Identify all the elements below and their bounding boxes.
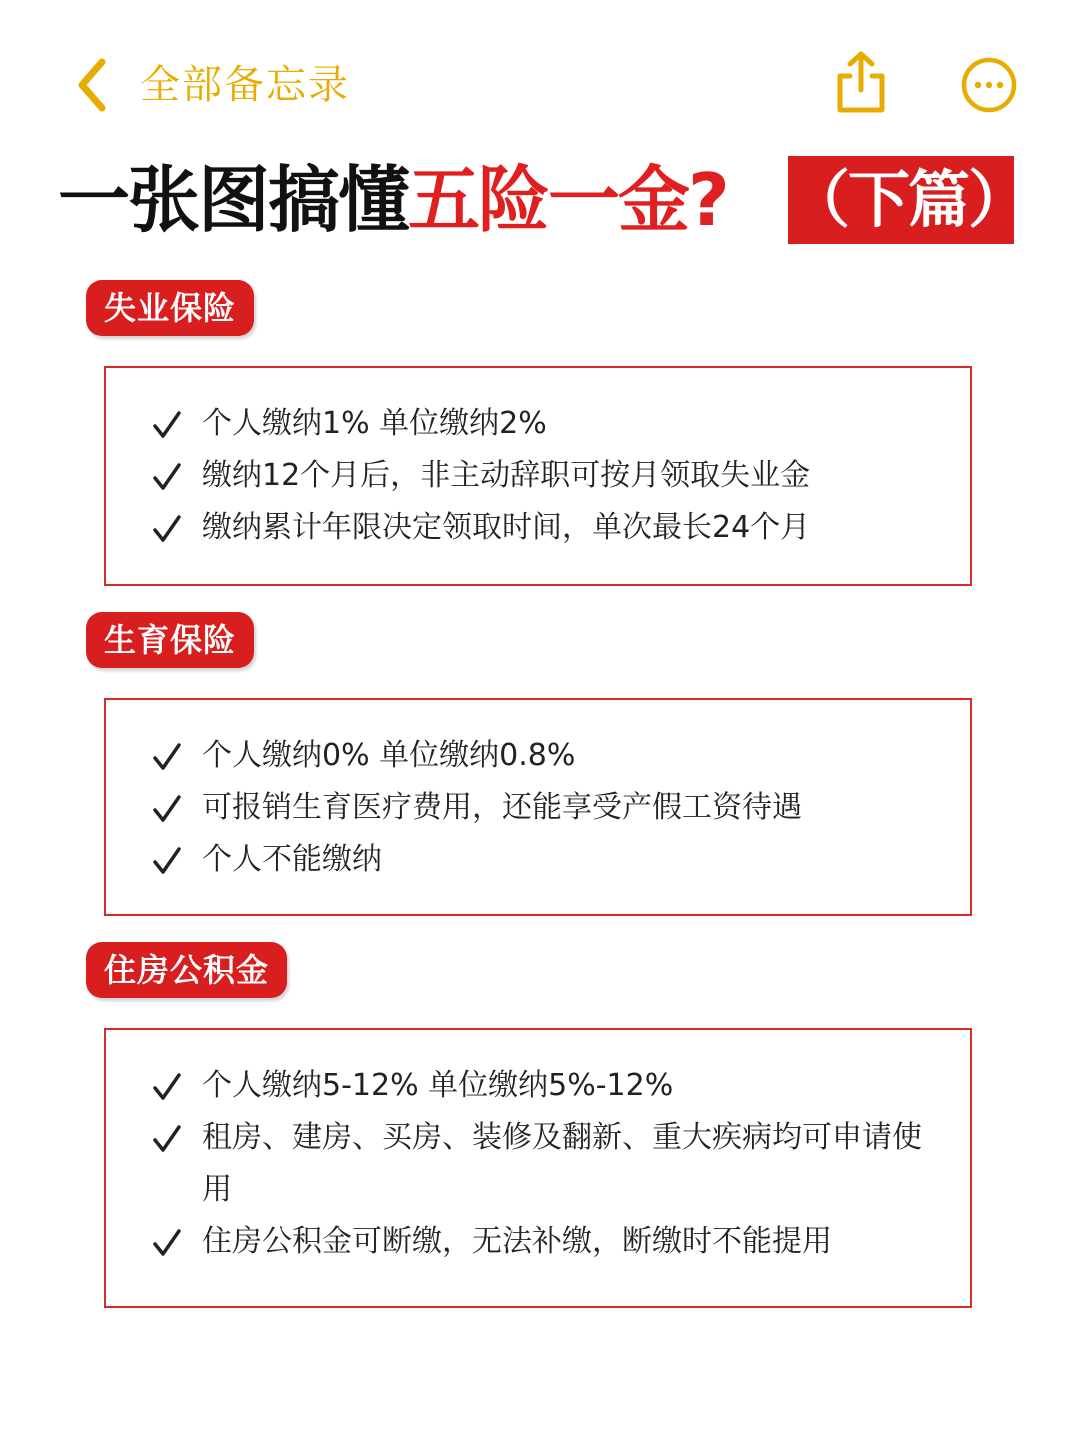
- section-label-maternity: 生育保险: [86, 612, 254, 668]
- list-item: [152, 782, 932, 834]
- section-box-maternity: [104, 698, 972, 916]
- check-icon: [152, 1072, 182, 1102]
- check-icon: [152, 462, 182, 492]
- list-item-text: 租房、建房、买房、装修及翻新、重大疾病均可申请使用: [202, 1120, 922, 1207]
- back-label: 全部备忘录: [140, 62, 350, 108]
- title-part-black: 一张图搞懂: [58, 158, 409, 242]
- list-item-text: 个人缴纳0% 单位缴纳0.8%: [202, 738, 576, 773]
- list-item-text: 个人缴纳1% 单位缴纳2%: [202, 406, 547, 441]
- list-item: [152, 1216, 932, 1268]
- list-item: [152, 1060, 932, 1112]
- share-icon: [832, 50, 890, 116]
- check-icon: [152, 742, 182, 772]
- title-part-red: 五险一金?: [408, 158, 728, 242]
- section-box-housing-fund: [104, 1028, 972, 1308]
- list-item: [152, 730, 932, 782]
- top-nav: [0, 0, 1080, 170]
- check-icon: [152, 846, 182, 876]
- list-item: [152, 834, 932, 886]
- more-button[interactable]: [960, 56, 1018, 114]
- check-icon: [152, 410, 182, 440]
- more-icon: [960, 56, 1018, 114]
- check-icon: [152, 514, 182, 544]
- check-icon: [152, 794, 182, 824]
- back-button[interactable]: [70, 52, 350, 118]
- title-tag: （下篇）: [788, 156, 1014, 244]
- list-item-text: 个人缴纳5-12% 单位缴纳5%-12%: [202, 1068, 674, 1103]
- list-item-text: 缴纳12个月后，非主动辞职可按月领取失业金: [202, 458, 811, 493]
- page-title: [58, 150, 728, 250]
- section-label-housing-fund: 住房公积金: [86, 942, 287, 998]
- list-item-text: 个人不能缴纳: [202, 842, 382, 877]
- share-button[interactable]: [832, 50, 890, 116]
- section-label-unemployment: 失业保险: [86, 280, 254, 336]
- list-item-text: 住房公积金可断缴，无法补缴，断缴时不能提用: [202, 1224, 832, 1259]
- check-icon: [152, 1228, 182, 1258]
- list-item: [152, 398, 932, 450]
- check-icon: [152, 1124, 182, 1154]
- list-item: [152, 450, 932, 502]
- list-item-text: 缴纳累计年限决定领取时间，单次最长24个月: [202, 510, 811, 545]
- list-item: [152, 1112, 932, 1216]
- list-item: [152, 502, 932, 554]
- section-box-unemployment: [104, 366, 972, 586]
- list-item-text: 可报销生育医疗费用，还能享受产假工资待遇: [202, 790, 802, 825]
- chevron-left-icon: [70, 52, 110, 118]
